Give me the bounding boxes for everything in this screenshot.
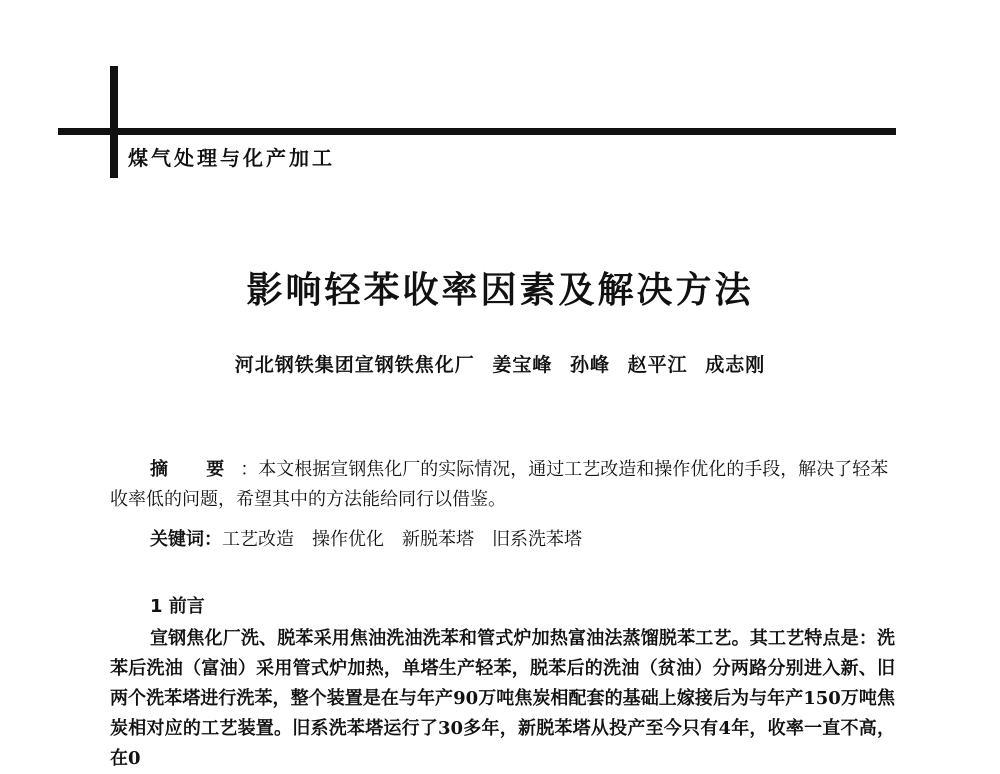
section-heading: 1 前言 bbox=[150, 596, 205, 617]
author-name: 赵平江 bbox=[627, 354, 688, 376]
keyword: 新脱苯塔 bbox=[402, 529, 474, 550]
keyword: 操作优化 bbox=[312, 529, 384, 550]
header-rule bbox=[58, 128, 896, 135]
keyword: 工艺改造 bbox=[222, 529, 294, 550]
abstract bbox=[110, 455, 890, 515]
body-paragraph bbox=[110, 624, 895, 774]
author-line bbox=[0, 350, 1000, 377]
abstract-text: ：本文根据宣钢焦化厂的实际情况，通过工艺改造和操作优化的手段，解决了轻苯收率低的问题，希望其中的方法能给同行以借鉴。 bbox=[110, 459, 889, 510]
author-name: 姜宝峰 bbox=[492, 354, 553, 376]
author-name: 孙峰 bbox=[569, 354, 610, 376]
vertical-rule bbox=[110, 66, 118, 178]
author-name: 成志刚 bbox=[705, 354, 766, 376]
keywords-label: 关键词： bbox=[150, 529, 222, 550]
affiliation: 河北钢铁集团宣钢铁焦化厂 bbox=[234, 354, 475, 376]
abstract-label: 摘 要 bbox=[150, 459, 241, 480]
paragraph-text: 宣钢焦化厂洗、脱苯采用焦油洗油洗苯和管式炉加热富油法蒸馏脱苯工艺。其工艺特点是：洗苯后洗油（富油）采用管式炉加热，单塔生产轻苯，脱苯后的洗油（贫油）分两路分别进入新、旧两个洗苯塔进行洗苯，整个装置是在与年产90万吨焦炭相配套的基础上嫁接后为与年产150万吨焦炭相对应的工艺装置。旧系洗苯塔运行了30多年，新脱苯塔从投产至今只有4年，收率一直不高，在0 bbox=[110, 628, 895, 769]
keyword: 旧系洗苯塔 bbox=[492, 529, 582, 550]
keywords bbox=[150, 525, 600, 551]
section-label: 煤气处理与化产加工 bbox=[128, 146, 335, 170]
article-title: 影响轻苯收率因素及解决方法 bbox=[246, 269, 754, 311]
